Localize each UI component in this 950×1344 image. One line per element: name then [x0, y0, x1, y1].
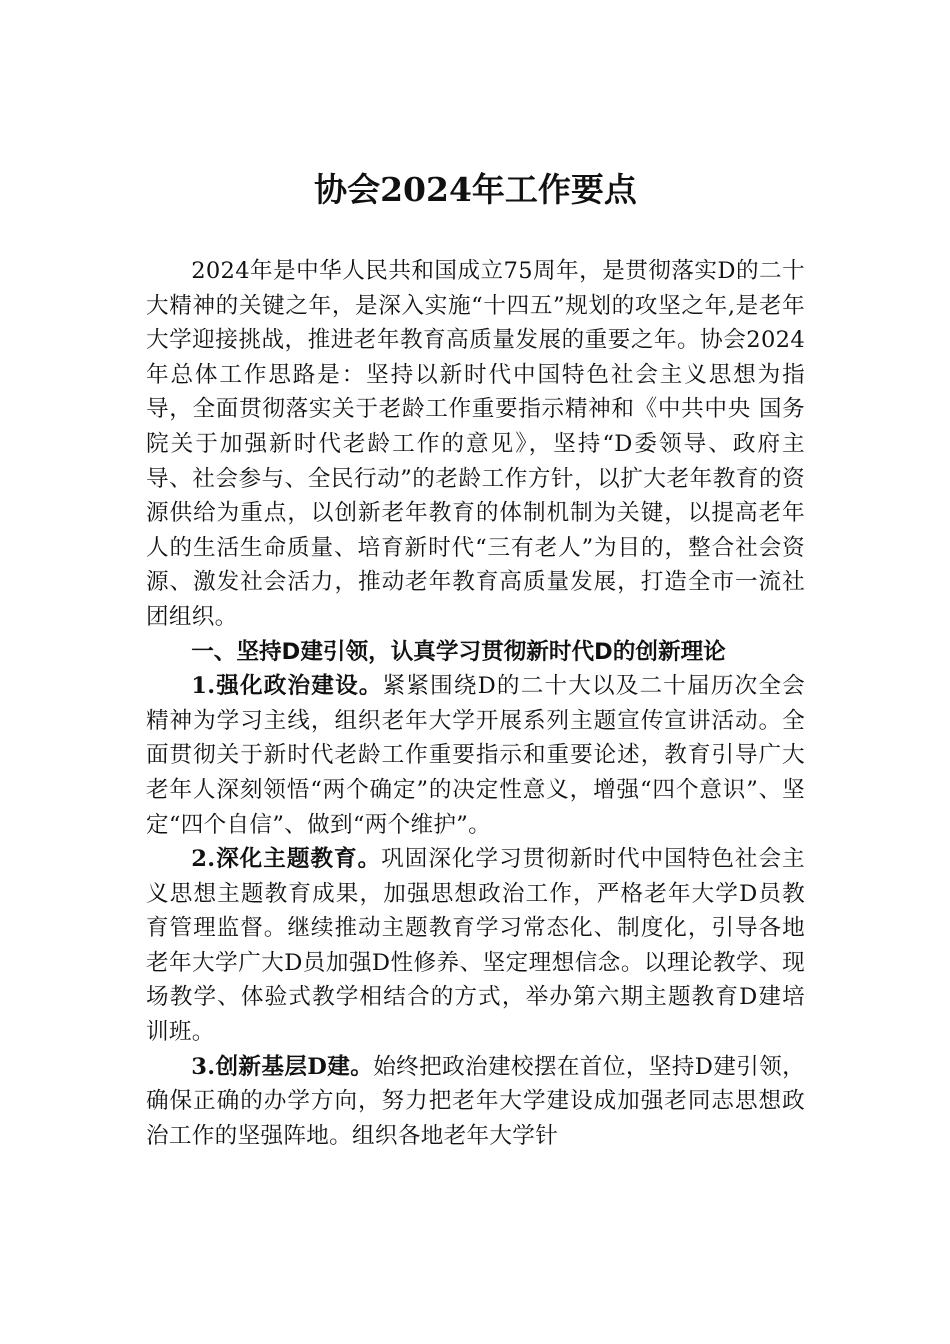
list-item	[146, 1050, 805, 1154]
item-lead: 3.创新基层D建。	[191, 1053, 374, 1080]
document-body	[146, 254, 805, 1153]
item-lead: 2.深化主题教育。	[191, 846, 382, 873]
section-heading: 一、坚持D建引领，认真学习贯彻新时代D的创新理论	[191, 638, 726, 665]
item-text: 始终把政治建校摆在首位，坚持D建引领，确保正确的办学方向，努力把老年大学建设成加强老同志思想政治工作的坚强阵地。组织各地老年大学针	[146, 1053, 805, 1149]
document-title: 协会2024年工作要点	[314, 170, 637, 209]
intro-paragraph: 2024年是中华人民共和国成立75周年，是贯彻落实D的二十大精神的关键之年，是深入实施“十四五”规划的攻坚之年,是老年大学迎接挑战，推进老年教育高质量发展的重要之年。协会2024年总体工作思路是：坚持以新时代中国特色社会主义思想为指导，全面贯彻落实关于老龄工作重要指示精神和《中共中央 国务院关于加强新时代老龄工作的意见》，坚持“D委领导、政府主导、社会参与、全民行动”的老龄工作方针，以扩大老年教育的资源供给为重点，以创新老年教育的体制机制为关键，以提高老年人的生活生命质量、培育新时代“三有老人”为目的，整合社会资源、激发社会活力，推动老年教育高质量发展，打造全市一流社团组织。	[146, 258, 805, 630]
list-item	[146, 669, 805, 842]
item-text: 巩固深化学习贯彻新时代中国特色社会主义思想主题教育成果，加强思想政治工作，严格老年大学D员教育管理监督。继续推动主题教育学习常态化、制度化，引导各地老年大学广大D员加强D性修养、坚定理想信念。以理论教学、现场教学、体验式教学相结合的方式，举办第六期主题教育D建培训班。	[146, 846, 805, 1046]
item-lead: 1.强化政治建设。	[191, 673, 383, 700]
item-text: 紧紧围绕D的二十大以及二十届历次全会精神为学习主线，组织老年大学开展系列主题宣传宣讲活动。全面贯彻关于新时代老龄工作重要指示和重要论述，教育引导广大老年人深刻领悟“两个确定”的决定性意义，增强“四个意识”、坚定“四个自信”、做到“两个维护”。	[146, 673, 805, 838]
list-item	[146, 842, 805, 1050]
